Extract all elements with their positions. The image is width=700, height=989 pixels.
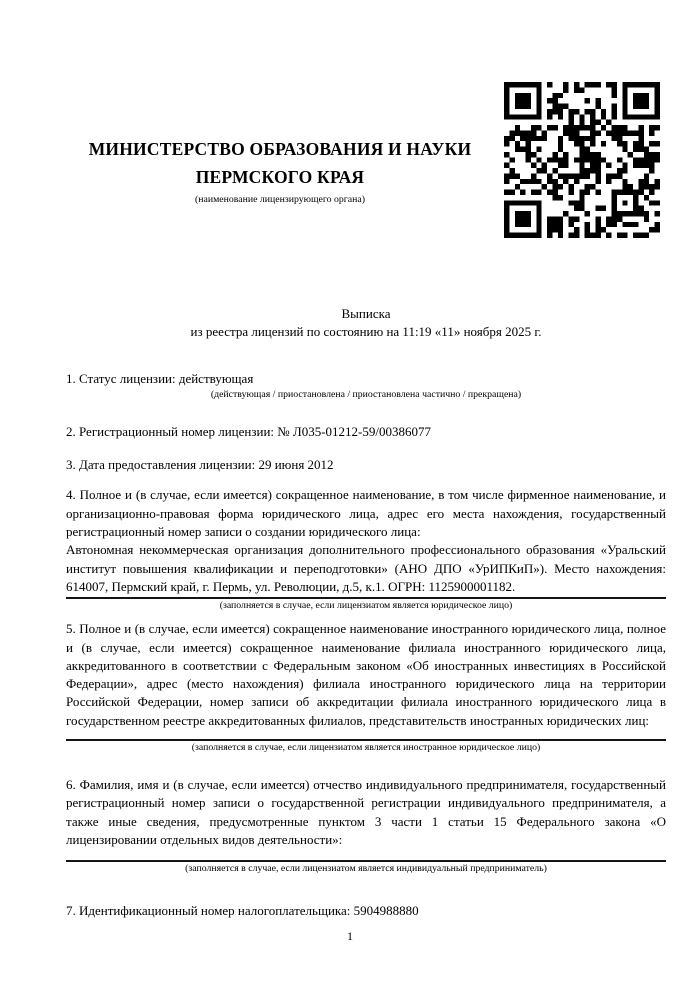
item-1-license-status: 1. Статус лицензии: действующая xyxy=(66,370,254,386)
item-3-grant-date: 3. Дата предоставления лицензии: 29 июня 2012 xyxy=(66,457,334,473)
item-5-blank-space xyxy=(66,730,666,738)
item-7-taxpayer-number: 7. Идентификационный номер налогоплательщика: 5904988880 xyxy=(66,903,419,919)
item-4-value: Автономная некоммерческая организация дополнительного профессионального образования «Уральский институт повышения квалификации и переподготовки» (АНО ДПО «УрИПКиП»). Место нахождения: 614007, Пермский край, г. Пермь, ул. Революции, д.5, к.1. ОГРН: 1125900001182. xyxy=(66,542,666,594)
item-4-question: 4. Полное и (в случае, если имеется) сокращенное наименование, в том числе фирменное наименование, и организационно-правовая форма юридического лица, адрес его места нахождения, государственный регистрационный номер записи о создании юридического лица: xyxy=(66,487,666,540)
item-6-individual-entrepreneur-section xyxy=(66,776,666,875)
item-5-question: 5. Полное и (в случае, если имеется) сокращенное наименование иностранного юридического лица, полное и (в случае, если имеется) сокращенное наименование филиала иностранного юридического лица, аккредитованного в соответствии с Федеральным законом «Об иностранных инвестициях в Российской Федерации», адрес (место нахождения) филиала иностранного юридического лица на территории Российской Федерации, номер записи об аккредитации филиала иностранного юридического лица в государственном реестре аккредитованных филиалов, представительств иностранных юридических лиц: xyxy=(66,621,666,728)
document-title xyxy=(66,305,666,342)
item-6-question: 6. Фамилия, имя и (в случае, если имеется) отчество индивидуального предпринимателя, государственный регистрационный номер записи о государственной регистрации индивидуального предпринимателя, а также иные сведения, предусмотренные пунктом 3 части 1 статьи 15 Федерального закона «О лицензировании отдельных видов деятельности»: xyxy=(66,777,666,847)
item-5-note: (заполняется в случае, если лицензиатом является иностранное юридическое лицо) xyxy=(191,742,541,754)
licensing-authority-caption: (наименование лицензирующего органа) xyxy=(194,194,365,205)
qr-code xyxy=(504,82,660,238)
qr-code-image xyxy=(504,82,660,238)
document-title-line2: из реестра лицензий по состоянию на 11:19 «11» ноября 2025 г. xyxy=(190,324,542,340)
item-4-note: (заполняется в случае, если лицензиатом является юридическое лицо) xyxy=(219,600,513,612)
item-6-note: (заполняется в случае, если лицензиатом является индивидуальный предприниматель) xyxy=(185,863,547,875)
page-number: 1 xyxy=(347,929,353,943)
licensing-authority-name-line2: ПЕРМСКОГО КРАЯ xyxy=(195,167,365,187)
item-2-registration-number: 2. Регистрационный номер лицензии: № Л035-01212-59/00386077 xyxy=(66,423,432,439)
item-5-foreign-entity-section xyxy=(66,620,666,754)
licensing-authority-header xyxy=(66,135,494,206)
item-1-status-options-note: (действующая / приостановлена / приостановлена частично / прекращена) xyxy=(210,388,522,400)
item-6-blank-space xyxy=(66,849,666,859)
licensing-authority-name-line1: МИНИСТЕРСТВО ОБРАЗОВАНИЯ И НАУКИ xyxy=(88,139,472,159)
item-4-legal-entity-section xyxy=(66,486,666,612)
document-title-line1: Выписка xyxy=(341,306,391,321)
